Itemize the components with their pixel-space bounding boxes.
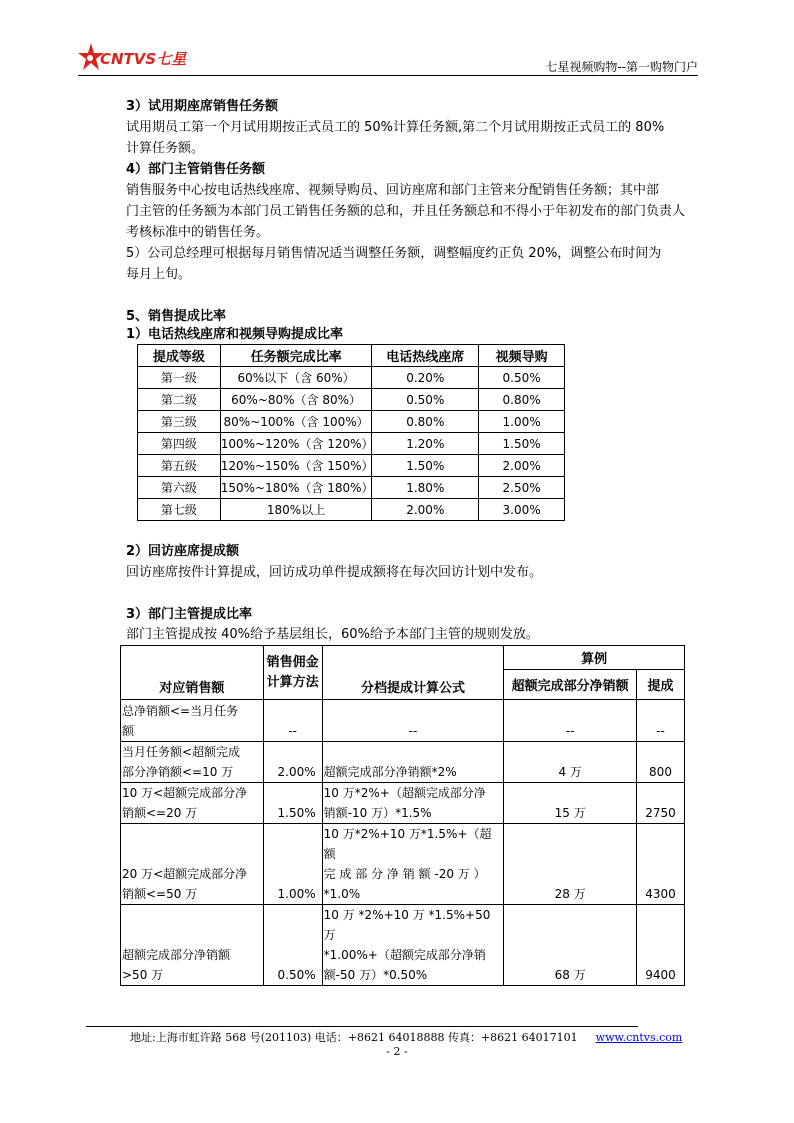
table-cell: 第五级 (138, 455, 221, 477)
table-cell: 4 万 (504, 742, 637, 783)
cell-text: 销额-10 万）*1.5% (323, 806, 432, 820)
cell-text: 10 万<超额完成部分净 (122, 786, 248, 800)
cell-text: 销额<=20 万 (122, 806, 198, 820)
cell-text: 额-50 万）*0.50% (323, 968, 428, 982)
table-cell: 1.50% (263, 783, 322, 824)
footer-divider (86, 1026, 638, 1027)
cell-text: 总净销额<=当月任务 (122, 704, 239, 718)
table-cell: 第三级 (138, 411, 221, 433)
table-cell: 60%~80%（含 80%） (220, 389, 372, 411)
table-cell: 100%~120%（含 120%） (220, 433, 372, 455)
table-row (138, 389, 565, 411)
manager-commission-table (120, 645, 685, 986)
header-cell: 视频导购 (479, 345, 565, 367)
s5-line1: 5）公司总经理可根据每月销售情况适当调整任务额，调整幅度约正负 20%，调整公布时间为 (126, 246, 662, 261)
table-cell: 1.50% (372, 455, 479, 477)
sub2-text: 回访座席按件计算提成，回访成功单件提成额将在每次回访计划中发布。 (126, 565, 543, 580)
footer-website-link[interactable]: www.cntvs.com (595, 1031, 683, 1044)
table-row (121, 783, 685, 824)
commission-rate-table (137, 344, 565, 521)
cell-text: 20 万<超额完成部分净 (122, 867, 248, 881)
cell-text: *1.0% (323, 887, 361, 901)
table-cell (121, 824, 264, 905)
table-cell: 68 万 (504, 905, 637, 986)
table-cell: 第一级 (138, 367, 221, 389)
s5-line2: 每月上旬。 (126, 267, 192, 282)
table-cell: 4300 (637, 824, 685, 905)
header-cell: 任务额完成比率 (220, 345, 372, 367)
header-cell: 电话热线座席 (372, 345, 479, 367)
cell-text: 10 万*2%+（超额完成部分净 (323, 786, 486, 800)
s4-line2: 门主管的任务额为本部门员工销售任务额的总和，并且任务额总和不得小于年初发布的部门负责人 (126, 204, 686, 219)
table-cell (121, 783, 264, 824)
table-cell: 1.20% (372, 433, 479, 455)
table-row (138, 433, 565, 455)
table-cell: -- (263, 700, 322, 742)
table-cell: 2.00% (263, 742, 322, 783)
table-cell: -- (504, 700, 637, 742)
cell-text: 销额<=50 万 (122, 887, 198, 901)
site-name: 七星视频购物--第一购物门户 (545, 60, 698, 74)
table-cell: 800 (637, 742, 685, 783)
table-cell: 0.50% (372, 389, 479, 411)
header-cell: 对应销售额 (121, 646, 264, 700)
cell-text: 部分净销额<=10 万 (122, 765, 234, 779)
header-text: 计算方法 (266, 674, 319, 690)
table-row (121, 742, 685, 783)
table-cell: 15 万 (504, 783, 637, 824)
table-row (121, 700, 685, 742)
table-cell: 0.20% (372, 367, 479, 389)
cell-text: 超额完成部分净销额 (122, 948, 231, 962)
header-text: 销售佣金 (266, 654, 319, 670)
sub3-title: 3）部门主管提成比率 (126, 607, 253, 622)
table-cell: 2.50% (479, 477, 565, 499)
table-cell: 1.50% (479, 433, 565, 455)
table-cell: 1.00% (479, 411, 565, 433)
table-cell: 80%~100%（含 100%） (220, 411, 372, 433)
s4-line1: 销售服务中心按电话热线座席、视频导购员、回访座席和部门主管来分配销售任务额；其中部 (126, 183, 660, 198)
table-cell: 9400 (637, 905, 685, 986)
table-cell: 第二级 (138, 389, 221, 411)
table-cell: 第六级 (138, 477, 221, 499)
cell-text: >50 万 (122, 968, 164, 982)
table-cell (322, 905, 504, 986)
table-cell: 28 万 (504, 824, 637, 905)
table-cell: 2.00% (372, 499, 479, 521)
table-cell (121, 905, 264, 986)
table-header-row (138, 345, 565, 367)
table-cell: 0.50% (479, 367, 565, 389)
table-cell: -- (637, 700, 685, 742)
sub1-title: 1）电话热线座席和视频导购提成比率 (126, 327, 344, 342)
table-row (138, 367, 565, 389)
table-cell: -- (322, 700, 504, 742)
header-cell (263, 646, 322, 700)
header-cell: 超额完成部分净销额 (504, 670, 637, 700)
table-cell (322, 783, 504, 824)
s3-line2: 计算任务额。 (126, 141, 205, 156)
table-cell (121, 700, 264, 742)
header-cell: 提成 (637, 670, 685, 700)
table-row (121, 905, 685, 986)
sub3-text: 部门主管提成按 40%给予基层组长，60%给予本部门主管的规则发放。 (126, 627, 539, 642)
table-cell: 第七级 (138, 499, 221, 521)
table-row (138, 499, 565, 521)
table-cell: 120%~150%（含 150%） (220, 455, 372, 477)
s4-title: 4）部门主管销售任务额 (126, 162, 266, 177)
table-row (121, 824, 685, 905)
table-cell: 180%以上 (220, 499, 372, 521)
sub2-title: 2）回访座席提成额 (126, 544, 240, 559)
cell-text: *1.00%+（超额完成部分净销 (323, 948, 486, 962)
page-number: - 2 - (386, 1045, 408, 1058)
header-cell: 分档提成计算公式 (322, 646, 504, 700)
table-cell: 超额完成部分净销额*2% (322, 742, 504, 783)
table-cell: 3.00% (479, 499, 565, 521)
s4-line3: 考核标准中的销售任务。 (126, 225, 270, 240)
table-cell: 1.00% (263, 824, 322, 905)
cell-text: 当月任务额<超额完成 (122, 745, 241, 759)
section5-title: 5、销售提成比率 (126, 309, 227, 324)
table-row (138, 455, 565, 477)
table-cell: 150%~180%（含 180%） (220, 477, 372, 499)
cell-text: 完 成 部 分 净 销 额 -20 万 ） (323, 867, 486, 881)
cell-text: 额 (122, 724, 135, 738)
table-cell: 60%以下（含 60%） (220, 367, 372, 389)
table-cell: 0.80% (372, 411, 479, 433)
cntvs-logo (78, 42, 203, 76)
footer-contact (130, 1029, 682, 1045)
header-divider (78, 75, 698, 76)
header-cell: 算例 (504, 646, 685, 670)
s3-title: 3）试用期座席销售任务额 (126, 99, 279, 114)
s3-line1: 试用期员工第一个月试用期按正式员工的 50%计算任务额,第二个月试用期按正式员工的 80% (126, 120, 665, 135)
table-cell: 2.00% (479, 455, 565, 477)
table-cell (121, 742, 264, 783)
footer-address: 地址:上海市虹许路 568 号(201103) 电话：+8621 64018888 传真：+8621 64017101 (130, 1031, 578, 1044)
table-cell: 0.80% (479, 389, 565, 411)
cell-text: 10 万 *2%+10 万 *1.5%+50 万 (323, 908, 491, 942)
cell-text: 10 万*2%+10 万*1.5%+（超额 (323, 827, 492, 861)
header-cell: 提成等级 (138, 345, 221, 367)
table-cell (322, 824, 504, 905)
table-header-row (121, 646, 685, 670)
table-cell: 第四级 (138, 433, 221, 455)
logo-text: CNTVS七星 (100, 50, 187, 68)
table-cell: 2750 (637, 783, 685, 824)
table-row (138, 411, 565, 433)
table-cell: 0.50% (263, 905, 322, 986)
table-row (138, 477, 565, 499)
table-cell: 1.80% (372, 477, 479, 499)
